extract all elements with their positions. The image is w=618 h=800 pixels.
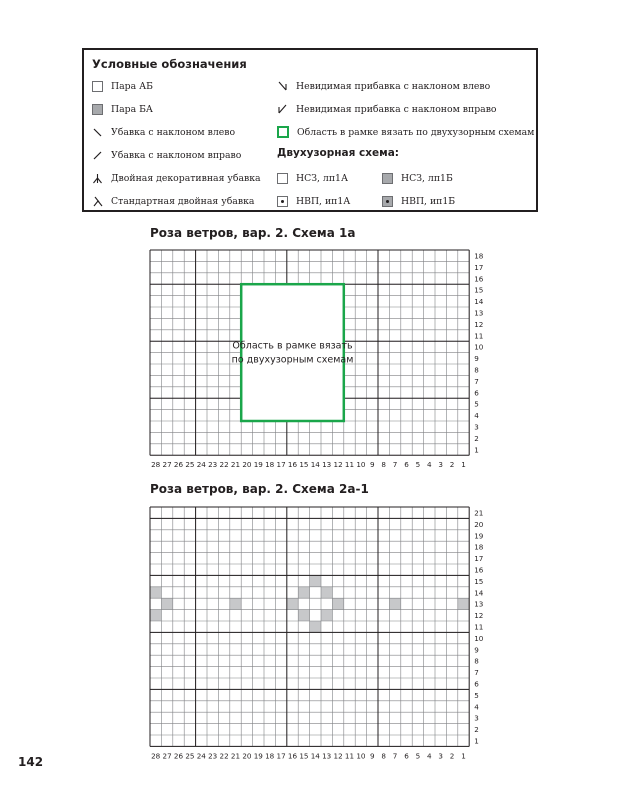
chart2-row-number: 10 — [474, 633, 484, 643]
chart2-column-number: 15 — [299, 751, 309, 761]
legend-label: НСЗ, лп1Б — [401, 172, 453, 184]
chart2-column-number: 11 — [344, 751, 355, 761]
chart1-column-number: 20 — [242, 460, 252, 470]
chart1-column-number: 28 — [151, 460, 161, 470]
chart1-row-number: 12 — [474, 319, 484, 329]
chart2-gray-cell — [458, 598, 469, 609]
chart2-column-number: 20 — [242, 751, 252, 761]
chart2-row-number: 9 — [474, 645, 479, 655]
legend-label: Пара БА — [111, 103, 153, 115]
chart1-column-number: 19 — [253, 460, 263, 470]
chart2-row-number: 7 — [474, 668, 479, 678]
chart1-row-number: 13 — [474, 308, 484, 318]
chart2-column-number: 9 — [370, 751, 375, 761]
chart1-column-number: 21 — [230, 460, 241, 470]
chart1-column-number: 9 — [370, 460, 375, 470]
chart1-column-number: 3 — [438, 460, 443, 470]
legend-label: Пара АБ — [111, 80, 153, 92]
chart1-column-number: 12 — [333, 460, 343, 470]
chart2-gray-cell — [321, 610, 332, 621]
chart2-row-number: 20 — [474, 519, 484, 529]
chart1-row-number: 5 — [474, 399, 479, 409]
chart1-row-number: 1 — [474, 445, 479, 455]
chart1-title: Роза ветров, вар. 2. Схема 1а — [150, 226, 356, 240]
chart2-row-number: 16 — [474, 565, 484, 575]
chart1-row-number: 17 — [474, 262, 484, 272]
chart1-frame-text: по двухузорным схемам — [231, 354, 354, 366]
chart2-row-number: 11 — [474, 622, 484, 632]
chart2-row-number: 14 — [474, 588, 484, 598]
chart2-row-number: 3 — [474, 713, 479, 723]
chart1-column-number: 4 — [427, 460, 432, 470]
chart2-column-number: 24 — [196, 751, 206, 761]
chart2-column-number: 25 — [185, 751, 195, 761]
chart2-column-number: 10 — [356, 751, 366, 761]
chart1-column-number: 15 — [299, 460, 309, 470]
chart1-column-number: 8 — [381, 460, 386, 470]
chart1-column-number: 10 — [356, 460, 366, 470]
chart2-row-number: 1 — [474, 736, 479, 746]
chart1-column-number: 27 — [162, 460, 172, 470]
chart1-column-number: 11 — [344, 460, 355, 470]
chart2-gray-cell — [332, 598, 343, 609]
chart2-row-number: 17 — [474, 554, 484, 564]
chart2-row-number: 13 — [474, 599, 484, 609]
legend-label: Невидимая прибавка с наклоном влево — [296, 80, 491, 92]
chart2-column-number: 16 — [287, 751, 298, 761]
chart1-column-number: 17 — [276, 460, 286, 470]
legend-label: Стандартная двойная убавка — [111, 195, 255, 207]
chart1-column-number: 6 — [404, 460, 409, 470]
chart2-column-number: 14 — [310, 751, 320, 761]
chart2-gray-cell — [298, 610, 309, 621]
chart1-column-number: 2 — [449, 460, 455, 470]
chart1-column-number: 7 — [392, 460, 398, 470]
chart1-row-number: 3 — [474, 422, 479, 432]
two-color-title: Двухузорная схема: — [277, 147, 400, 159]
chart2-column-number: 22 — [219, 751, 229, 761]
chart2-row-number: 8 — [474, 656, 479, 666]
chart1-column-number: 13 — [322, 460, 332, 470]
chart2-column-number: 12 — [333, 751, 343, 761]
legend-label: Убавка с наклоном вправо — [111, 149, 242, 161]
chart2-column-number: 2 — [449, 751, 455, 761]
chart1-row-number: 2 — [474, 433, 479, 443]
chart1-column-number: 1 — [461, 460, 466, 470]
chart2-column-number: 26 — [173, 751, 184, 761]
chart1-column-number: 5 — [415, 460, 421, 470]
chart2-column-number: 7 — [392, 751, 398, 761]
chart2-row-number: 21 — [474, 508, 484, 518]
chart1-row-number: 11 — [474, 331, 484, 341]
chart2-row-number: 18 — [474, 542, 484, 552]
chart2-column-number: 21 — [230, 751, 241, 761]
chart1-column-number: 16 — [287, 460, 298, 470]
chart1-row-number: 18 — [474, 251, 484, 261]
legend-label: НСЗ, лп1А — [296, 172, 348, 184]
chart1-row-number: 14 — [474, 297, 484, 307]
chart1-row-number: 4 — [474, 411, 479, 421]
chart1-column-number: 26 — [173, 460, 184, 470]
legend-label: Невидимая прибавка с наклоном вправо — [296, 103, 497, 115]
chart2-row-number: 12 — [474, 611, 484, 621]
legend-label: Убавка с наклоном влево — [111, 126, 236, 138]
chart1-column-number: 22 — [219, 460, 229, 470]
chart2-column-number: 6 — [404, 751, 409, 761]
chart2-row-number: 15 — [474, 576, 484, 586]
chart1-frame-area — [241, 284, 344, 421]
legend-label: Двойная декоративная убавка — [111, 172, 261, 184]
chart2-gray-cell — [310, 621, 321, 632]
chart2-gray-cell — [150, 587, 161, 598]
chart2-column-number: 5 — [415, 751, 421, 761]
chart2-column-number: 28 — [151, 751, 161, 761]
legend-label: НВП, ип1А — [296, 195, 351, 207]
chart1-row-number: 7 — [474, 376, 479, 386]
chart2-title: Роза ветров, вар. 2. Схема 2а-1 — [150, 482, 369, 496]
chart1-column-number: 18 — [265, 460, 275, 470]
chart2-gray-cell — [321, 587, 332, 598]
chart1-frame-text: Область в рамке вязать — [232, 340, 353, 352]
chart2-column-number: 17 — [276, 751, 286, 761]
chart1-row-number: 6 — [474, 388, 479, 398]
chart2-row-number: 2 — [474, 725, 479, 735]
chart2-gray-cell — [389, 598, 400, 609]
legend-label: НВП, ип1Б — [401, 195, 456, 207]
page-number: 142 — [18, 755, 44, 769]
chart2-column-number: 27 — [162, 751, 172, 761]
chart2-row-number: 4 — [474, 702, 479, 712]
chart2-gray-cell — [298, 587, 309, 598]
chart2-row-number: 19 — [474, 531, 484, 541]
chart2-gray-cell — [150, 610, 161, 621]
chart1-column-number: 25 — [185, 460, 195, 470]
chart2-gray-cell — [310, 575, 321, 586]
chart1-row-number: 8 — [474, 365, 479, 375]
chart1-column-number: 24 — [196, 460, 206, 470]
chart2-column-number: 23 — [208, 751, 218, 761]
chart2-column-number: 1 — [461, 751, 466, 761]
chart1-row-number: 9 — [474, 354, 479, 364]
legend-title: Условные обозначения — [92, 57, 247, 71]
chart2-gray-cell — [230, 598, 241, 609]
legend-label: Область в рамке вязать по двухузорным схемам — [297, 126, 535, 138]
chart2-gray-cell — [161, 598, 172, 609]
chart2-column-number: 13 — [322, 751, 332, 761]
chart2-column-number: 18 — [265, 751, 275, 761]
chart1-column-number: 14 — [310, 460, 320, 470]
chart2-gray-cell — [287, 598, 298, 609]
chart2-column-number: 4 — [427, 751, 432, 761]
chart2-column-number: 19 — [253, 751, 263, 761]
chart1-column-number: 23 — [208, 460, 218, 470]
chart2-row-number: 6 — [474, 679, 479, 689]
chart2-row-number: 5 — [474, 690, 479, 700]
chart1-row-number: 10 — [474, 342, 484, 352]
chart2-column-number: 8 — [381, 751, 386, 761]
chart1-row-number: 16 — [474, 274, 484, 284]
chart1-row-number: 15 — [474, 285, 484, 295]
chart2-column-number: 3 — [438, 751, 443, 761]
